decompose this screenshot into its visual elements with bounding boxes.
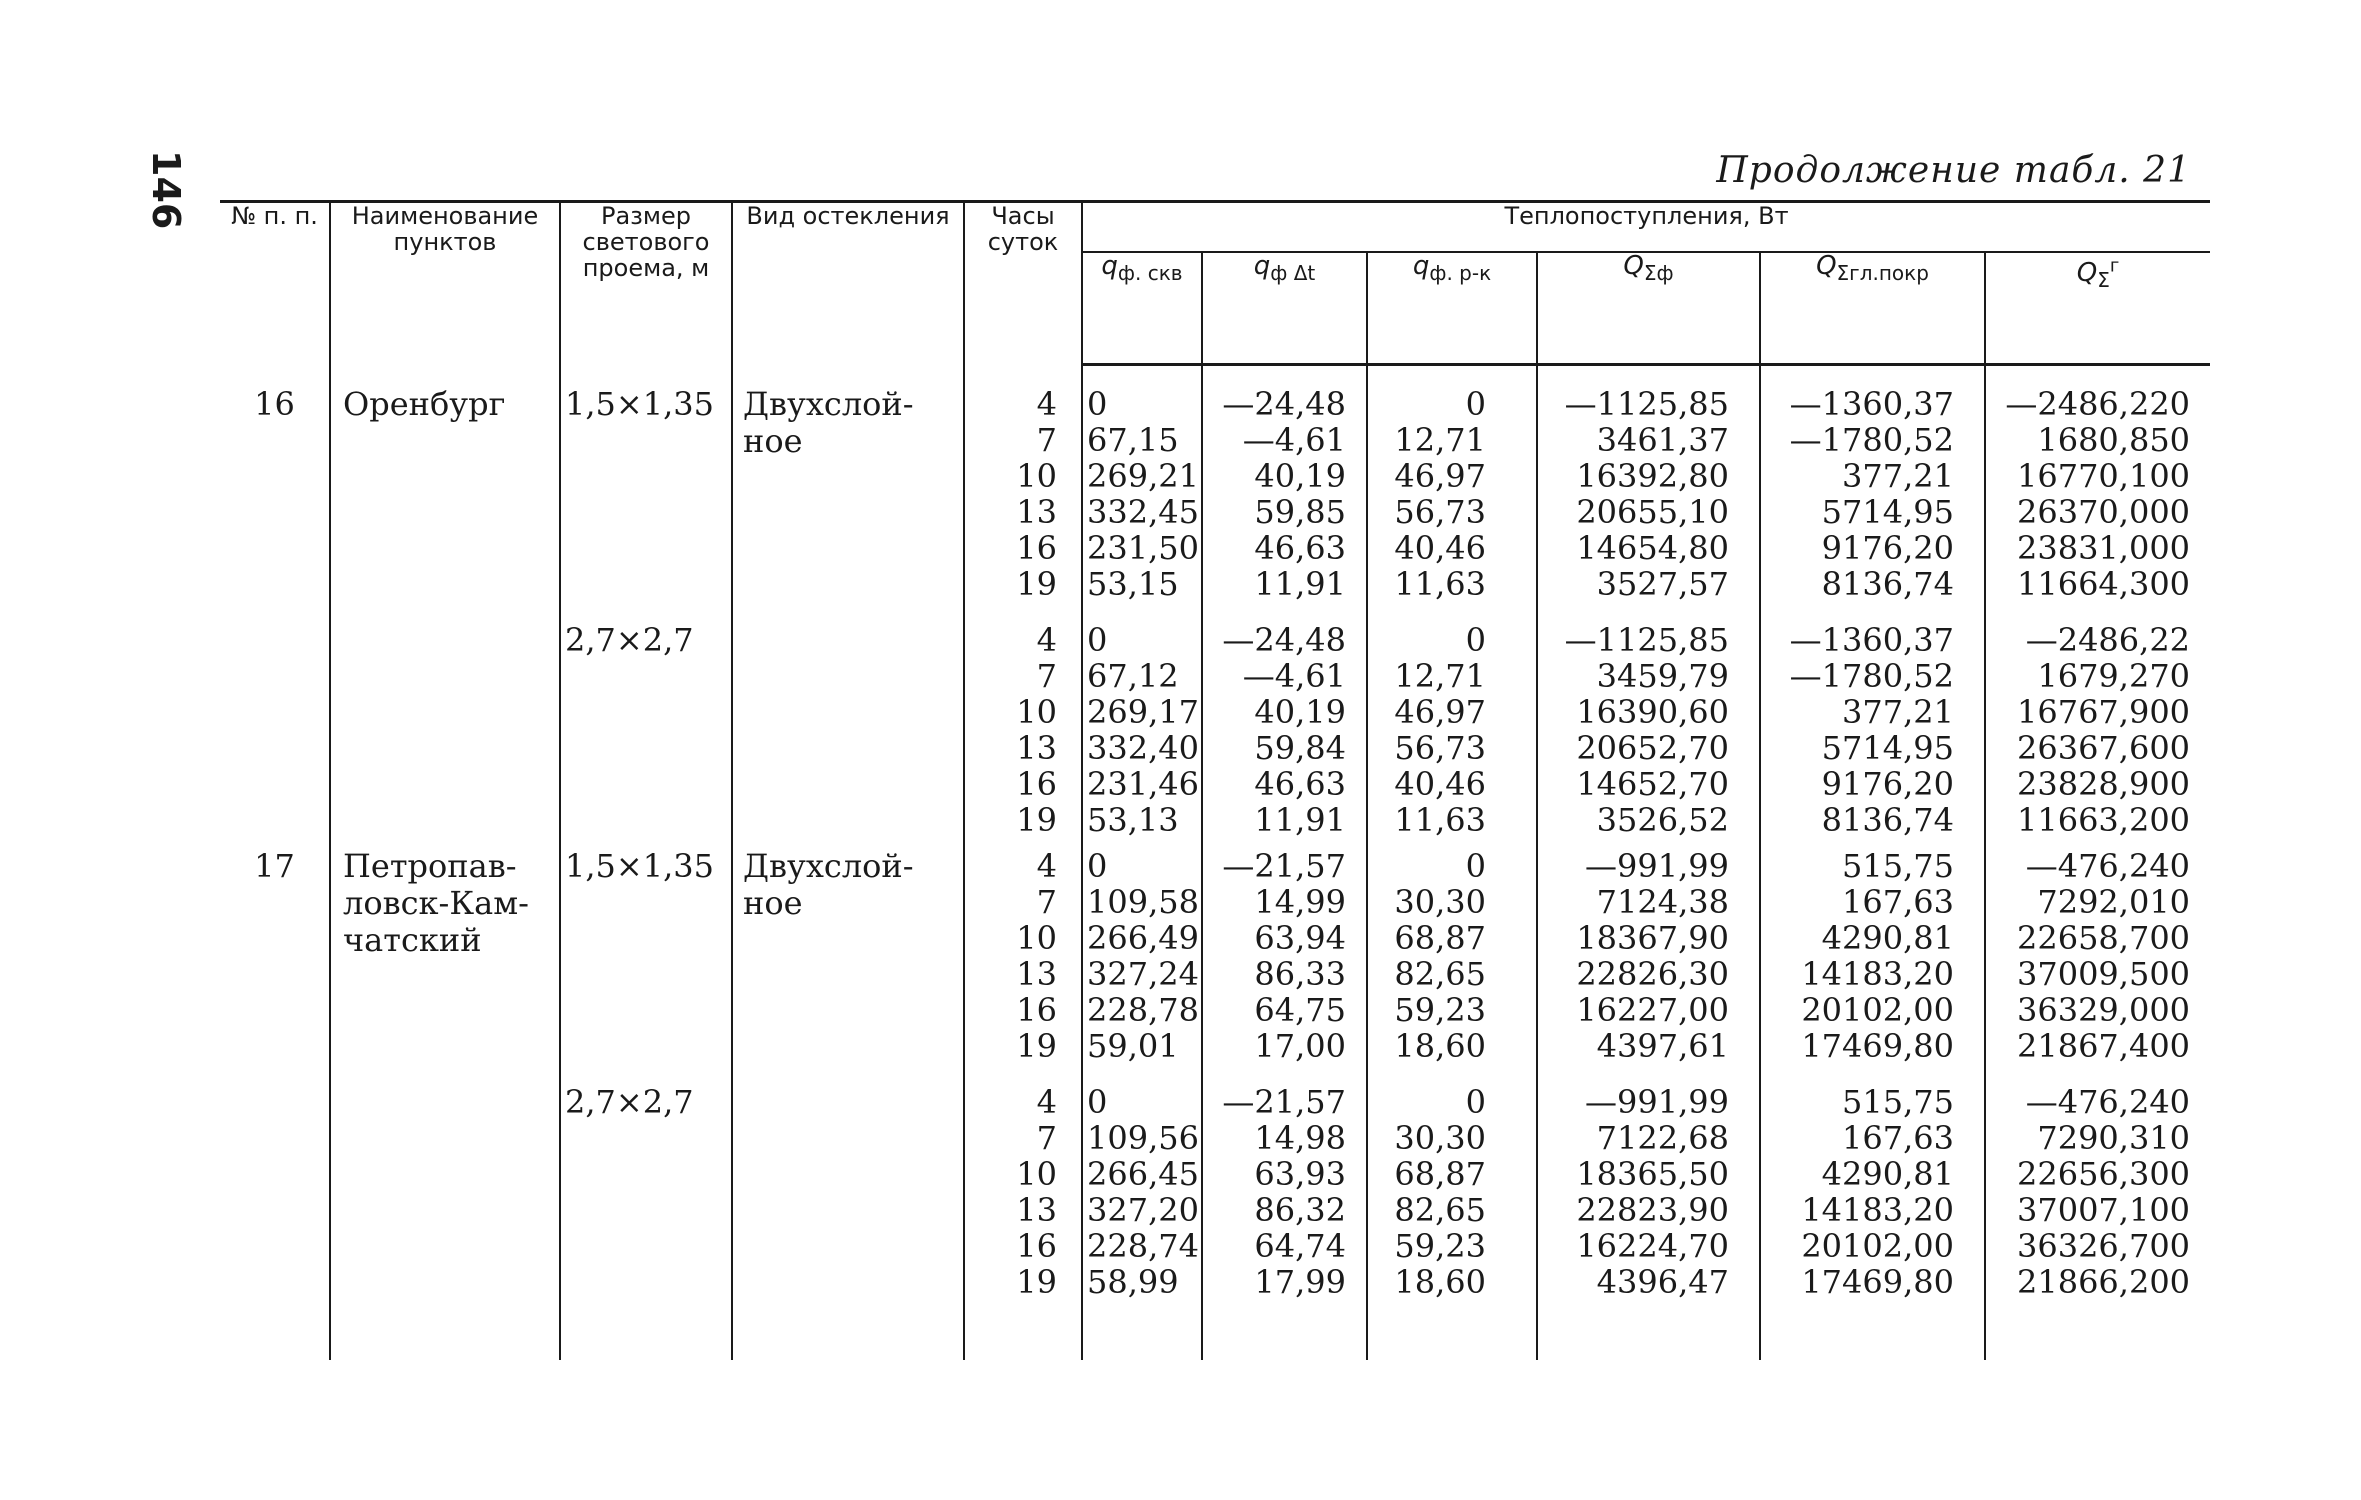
Q-sum-roof-cell	[1760, 386, 1985, 602]
cell-value: 68,87	[1394, 919, 1486, 957]
header-hours: Часы суток	[964, 202, 1082, 365]
opening-size: 1,5×1,35	[560, 848, 732, 1064]
cell-value: 4290,81	[1821, 1155, 1954, 1193]
row-number	[220, 622, 330, 838]
cell-value: 64,74	[1254, 1227, 1346, 1265]
cell-value: 16	[1016, 991, 1057, 1029]
cell-value: 20652,70	[1576, 729, 1729, 767]
hours-cell	[964, 848, 1082, 1064]
cell-value: 10	[1016, 919, 1057, 957]
cell-value: 7124,38	[1596, 883, 1729, 921]
cell-value: 4396,47	[1596, 1263, 1729, 1301]
cell-value: 11,91	[1254, 801, 1346, 839]
cell-value: 377,21	[1842, 693, 1954, 731]
cell-value: 22658,700	[2016, 919, 2191, 957]
cell-value: —476,240	[2025, 847, 2191, 885]
cell-value: 10	[1016, 1155, 1057, 1193]
Q-sum-total-cell	[1985, 386, 2210, 602]
cell-value: 515,75	[1842, 1083, 1954, 1121]
cell-value: —21,57	[1222, 847, 1346, 885]
q-f-dt-cell	[1202, 848, 1367, 1064]
cell-value: 11663,200	[2016, 801, 2191, 839]
cell-value: 26367,600	[2016, 729, 2191, 767]
cell-value: 11,63	[1394, 801, 1486, 839]
cell-value: 86,32	[1254, 1191, 1346, 1229]
cell-value: 17,99	[1254, 1263, 1346, 1301]
cell-value: 7292,010	[2037, 883, 2191, 921]
cell-value: 22656,300	[2016, 1155, 2191, 1193]
Q-sum-total-cell	[1985, 848, 2210, 1064]
hours-cell	[964, 622, 1082, 838]
spacer-row	[220, 602, 2210, 622]
cell-value: 16392,80	[1576, 457, 1729, 495]
cell-value: —1780,52	[1789, 657, 1954, 695]
cell-value: 228,78	[1087, 991, 1199, 1029]
cell-value: 59,84	[1254, 729, 1346, 767]
q-f-rk-cell	[1367, 848, 1537, 1064]
cell-value: —1125,85	[1564, 385, 1729, 423]
header-heat-gains-group: Теплопоступления, Вт	[1082, 202, 2210, 253]
cell-value: 17,00	[1254, 1027, 1346, 1065]
cell-value: 16767,900	[2016, 693, 2191, 731]
cell-value: 4397,61	[1596, 1027, 1729, 1065]
cell-value: 63,93	[1254, 1155, 1346, 1193]
cell-value: 14652,70	[1576, 765, 1729, 803]
point-name	[330, 1084, 560, 1300]
Q-sum-roof-cell	[1760, 622, 1985, 838]
Q-sum-total-cell	[1985, 1084, 2210, 1300]
point-name-line: Петропав-	[343, 847, 517, 885]
cell-value: 0	[1465, 621, 1486, 659]
cell-value: 18367,90	[1576, 919, 1729, 957]
Q-sum-f-cell	[1537, 622, 1760, 838]
cell-value: 515,75	[1842, 847, 1954, 885]
cell-value: 8136,74	[1821, 801, 1954, 839]
cell-value: 0	[1087, 621, 1108, 659]
cell-value: 26370,000	[2016, 493, 2191, 531]
cell-value: 46,97	[1394, 693, 1486, 731]
cell-value: 4	[1036, 385, 1057, 423]
cell-value: 109,58	[1087, 883, 1199, 921]
hours-cell	[964, 1084, 1082, 1300]
point-name	[330, 848, 560, 1064]
cell-value: —24,48	[1222, 385, 1346, 423]
point-name	[330, 622, 560, 838]
cell-value: 40,19	[1254, 693, 1346, 731]
cell-value: 13	[1016, 729, 1057, 767]
cell-value: 58,99	[1087, 1263, 1179, 1301]
heat-gain-table	[220, 200, 2210, 1360]
cell-value: 13	[1016, 1191, 1057, 1229]
cell-value: 266,49	[1087, 919, 1199, 957]
cell-value: 21867,400	[2016, 1027, 2191, 1065]
cell-value: 19	[1016, 1027, 1057, 1065]
cell-value: 12,71	[1394, 657, 1486, 695]
cell-value: 36329,000	[2016, 991, 2191, 1029]
cell-value: 9176,20	[1821, 765, 1954, 803]
page-number: 146	[144, 150, 188, 230]
Q-sum-roof-cell	[1760, 1084, 1985, 1300]
cell-value: 46,97	[1394, 457, 1486, 495]
Q-sum-total-cell	[1985, 622, 2210, 838]
header-point-name: Наименование пунктов	[330, 202, 560, 365]
glazing-type-line: Двухслой-	[743, 847, 914, 885]
cell-value: 7	[1036, 1119, 1057, 1157]
q-f-rk-cell	[1367, 622, 1537, 838]
cell-value: 3459,79	[1596, 657, 1729, 695]
cell-value: 14654,80	[1576, 529, 1729, 567]
table-row	[220, 1084, 2210, 1300]
cell-value: 30,30	[1394, 1119, 1486, 1157]
cell-value: 0	[1087, 847, 1108, 885]
cell-value: 56,73	[1394, 729, 1486, 767]
row-number: 17	[254, 847, 295, 885]
header-glazing-type: Вид остекления	[732, 202, 964, 365]
glazing-type	[732, 622, 964, 838]
cell-value: 332,45	[1087, 493, 1199, 531]
cell-value: 37009,500	[2016, 955, 2191, 993]
cell-value: 19	[1016, 565, 1057, 603]
cell-value: 332,40	[1087, 729, 1199, 767]
cell-value: —1360,37	[1789, 621, 1954, 659]
cell-value: —2486,22	[2025, 621, 2191, 659]
cell-value: 7122,68	[1596, 1119, 1729, 1157]
cell-value: 11,63	[1394, 565, 1486, 603]
cell-value: —476,240	[2025, 1083, 2191, 1121]
cell-value: 3461,37	[1596, 421, 1729, 459]
cell-value: 16770,100	[2016, 457, 2191, 495]
cell-value: 0	[1087, 385, 1108, 423]
cell-value: 20102,00	[1801, 991, 1954, 1029]
cell-value: 231,46	[1087, 765, 1199, 803]
glazing-type	[732, 848, 964, 1064]
Q-sum-roof-cell	[1760, 848, 1985, 1064]
cell-value: 231,50	[1087, 529, 1199, 567]
cell-value: 3527,57	[1596, 565, 1729, 603]
table-row	[220, 622, 2210, 838]
cell-value: 266,45	[1087, 1155, 1199, 1193]
cell-value: 40,19	[1254, 457, 1346, 495]
cell-value: 16	[1016, 1227, 1057, 1265]
table-continuation-caption: Продолжение табл. 21	[1716, 150, 2191, 191]
glazing-type-line: Двухслой-	[743, 385, 914, 423]
Q-sum-f-cell	[1537, 1084, 1760, 1300]
spacer-row	[220, 1064, 2210, 1084]
cell-value: 0	[1465, 385, 1486, 423]
header-q-f-skv: $q_{ф. скв}$	[1082, 252, 1202, 365]
table-row	[220, 848, 2210, 1064]
header-q-f-rk: $q_{ф. р-к}$	[1367, 252, 1537, 365]
cell-value: 4290,81	[1821, 919, 1954, 957]
header-q-f-dt: $q_{ф \Delta t}$	[1202, 252, 1367, 365]
Q-sum-f-cell	[1537, 386, 1760, 602]
cell-value: 5714,95	[1821, 729, 1954, 767]
table-body	[220, 365, 2210, 1361]
cell-value: —2486,220	[2005, 385, 2191, 423]
Q-sum-f-cell	[1537, 848, 1760, 1064]
q-f-dt-cell	[1202, 1084, 1367, 1300]
cell-value: 269,21	[1087, 457, 1199, 495]
cell-value: 23831,000	[2016, 529, 2191, 567]
cell-value: 53,15	[1087, 565, 1179, 603]
q-f-skv-cell	[1082, 1084, 1202, 1300]
q-f-skv-cell	[1082, 386, 1202, 602]
point-name	[330, 386, 560, 602]
cell-value: 36326,700	[2016, 1227, 2191, 1265]
cell-value: 3526,52	[1596, 801, 1729, 839]
cell-value: 22823,90	[1576, 1191, 1729, 1229]
cell-value: 14183,20	[1801, 955, 1954, 993]
cell-value: —24,48	[1222, 621, 1346, 659]
q-f-dt-cell	[1202, 622, 1367, 838]
opening-size: 2,7×2,7	[560, 622, 732, 838]
q-f-skv-cell	[1082, 848, 1202, 1064]
cell-value: 167,63	[1842, 1119, 1954, 1157]
cell-value: 16224,70	[1576, 1227, 1729, 1265]
cell-value: —21,57	[1222, 1083, 1346, 1121]
cell-value: 9176,20	[1821, 529, 1954, 567]
cell-value: 59,23	[1394, 991, 1486, 1029]
q-f-rk-cell	[1367, 1084, 1537, 1300]
cell-value: 17469,80	[1801, 1263, 1954, 1301]
table-row	[220, 386, 2210, 602]
cell-value: 109,56	[1087, 1119, 1199, 1157]
cell-value: 11664,300	[2016, 565, 2191, 603]
cell-value: 16390,60	[1576, 693, 1729, 731]
cell-value: 10	[1016, 693, 1057, 731]
cell-value: 40,46	[1394, 529, 1486, 567]
cell-value: 59,23	[1394, 1227, 1486, 1265]
cell-value: 23828,900	[2016, 765, 2191, 803]
cell-value: 10	[1016, 457, 1057, 495]
cell-value: —4,61	[1242, 657, 1346, 695]
cell-value: 63,94	[1254, 919, 1346, 957]
cell-value: 14183,20	[1801, 1191, 1954, 1229]
cell-value: 68,87	[1394, 1155, 1486, 1193]
point-name-line: Оренбург	[343, 385, 506, 423]
cell-value: 377,21	[1842, 457, 1954, 495]
cell-value: 4	[1036, 847, 1057, 885]
cell-value: 18,60	[1394, 1027, 1486, 1065]
cell-value: 18365,50	[1576, 1155, 1729, 1193]
cell-value: 1680,850	[2037, 421, 2191, 459]
opening-size: 1,5×1,35	[560, 386, 732, 602]
cell-value: 46,63	[1254, 765, 1346, 803]
cell-value: 14,99	[1254, 883, 1346, 921]
glazing-type	[732, 1084, 964, 1300]
cell-value: 20655,10	[1576, 493, 1729, 531]
cell-value: 56,73	[1394, 493, 1486, 531]
cell-value: 37007,100	[2016, 1191, 2191, 1229]
cell-value: 0	[1465, 1083, 1486, 1121]
glazing-type-line: ное	[743, 884, 803, 922]
cell-value: 19	[1016, 1263, 1057, 1301]
cell-value: —991,99	[1585, 1083, 1729, 1121]
cell-value: 167,63	[1842, 883, 1954, 921]
header-number: № п. п.	[220, 202, 330, 365]
cell-value: —991,99	[1585, 847, 1729, 885]
spacer-row	[220, 365, 2210, 387]
point-name-line: чатский	[343, 921, 482, 959]
cell-value: 13	[1016, 955, 1057, 993]
cell-value: 0	[1087, 1083, 1108, 1121]
cell-value: 0	[1465, 847, 1486, 885]
cell-value: 4	[1036, 621, 1057, 659]
cell-value: 5714,95	[1821, 493, 1954, 531]
q-f-skv-cell	[1082, 622, 1202, 838]
cell-value: 327,20	[1087, 1191, 1199, 1229]
cell-value: 59,01	[1087, 1027, 1179, 1065]
cell-value: 86,33	[1254, 955, 1346, 993]
header-Q-sum-roof: $Q_{\Sigma гл.покр}$	[1760, 252, 1985, 365]
cell-value: 7	[1036, 421, 1057, 459]
cell-value: 1679,270	[2037, 657, 2191, 695]
cell-value: 7	[1036, 657, 1057, 695]
cell-value: 7290,310	[2037, 1119, 2191, 1157]
cell-value: 16	[1016, 529, 1057, 567]
spacer-row	[220, 1300, 2210, 1360]
q-f-dt-cell	[1202, 386, 1367, 602]
cell-value: 4	[1036, 1083, 1057, 1121]
cell-value: 13	[1016, 493, 1057, 531]
cell-value: 46,63	[1254, 529, 1346, 567]
cell-value: 53,13	[1087, 801, 1179, 839]
header-Q-sum-total: $Q_\Sigma^г$	[1985, 252, 2210, 365]
cell-value: 19	[1016, 801, 1057, 839]
cell-value: —1780,52	[1789, 421, 1954, 459]
cell-value: 17469,80	[1801, 1027, 1954, 1065]
cell-value: —1360,37	[1789, 385, 1954, 423]
cell-value: 82,65	[1394, 1191, 1486, 1229]
row-number: 16	[254, 385, 295, 423]
row-number	[220, 1084, 330, 1300]
cell-value: 8136,74	[1821, 565, 1954, 603]
opening-size: 2,7×2,7	[560, 1084, 732, 1300]
cell-value: 20102,00	[1801, 1227, 1954, 1265]
cell-value: 269,17	[1087, 693, 1199, 731]
cell-value: 21866,200	[2016, 1263, 2191, 1301]
cell-value: 64,75	[1254, 991, 1346, 1029]
glazing-type	[732, 386, 964, 602]
cell-value: 22826,30	[1576, 955, 1729, 993]
cell-value: 59,85	[1254, 493, 1346, 531]
glazing-type-line: ное	[743, 422, 803, 460]
cell-value: 12,71	[1394, 421, 1486, 459]
cell-value: 7	[1036, 883, 1057, 921]
table-header	[220, 202, 2210, 365]
cell-value: 327,24	[1087, 955, 1199, 993]
hours-cell	[964, 386, 1082, 602]
cell-value: 14,98	[1254, 1119, 1346, 1157]
cell-value: 67,12	[1087, 657, 1179, 695]
cell-value: 228,74	[1087, 1227, 1199, 1265]
cell-value: 30,30	[1394, 883, 1486, 921]
cell-value: 67,15	[1087, 421, 1179, 459]
point-name-line: ловск-Кам-	[343, 884, 529, 922]
cell-value: 82,65	[1394, 955, 1486, 993]
cell-value: 16227,00	[1576, 991, 1729, 1029]
header-opening-size: Размер светового проема, м	[560, 202, 732, 365]
q-f-rk-cell	[1367, 386, 1537, 602]
cell-value: 40,46	[1394, 765, 1486, 803]
header-Q-sum-f: $Q_{\Sigma ф}$	[1537, 252, 1760, 365]
cell-value: 11,91	[1254, 565, 1346, 603]
cell-value: —4,61	[1242, 421, 1346, 459]
cell-value: 16	[1016, 765, 1057, 803]
cell-value: —1125,85	[1564, 621, 1729, 659]
cell-value: 18,60	[1394, 1263, 1486, 1301]
